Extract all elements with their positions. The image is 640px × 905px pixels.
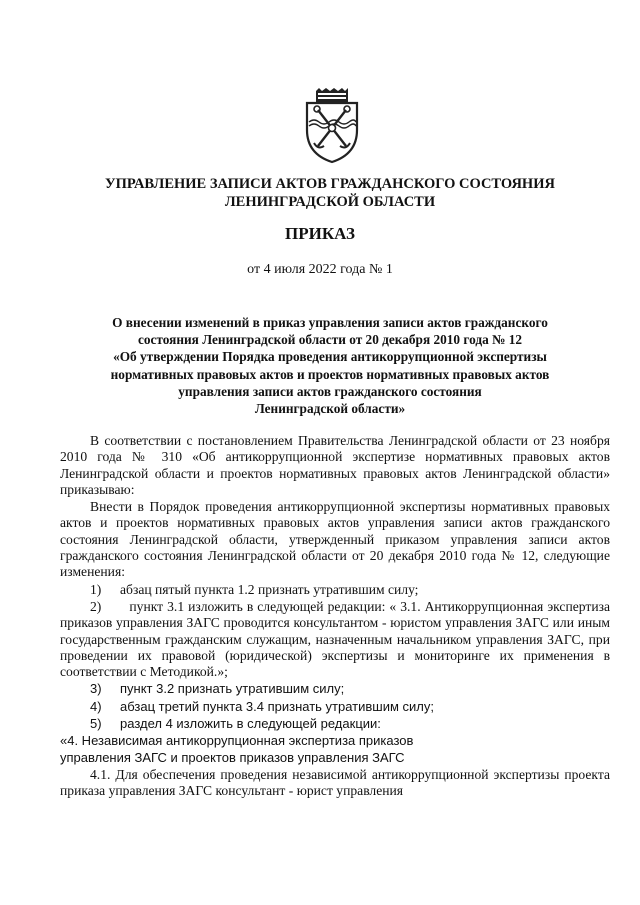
- organization-name: [60, 175, 600, 211]
- subject-line: «Об утверждении Порядка проведения антикоррупционной экспертизы: [113, 349, 547, 365]
- document-type: ПРИКАЗ: [285, 224, 355, 243]
- list-item-number: 1): [90, 581, 102, 597]
- list-item-2: [60, 599, 610, 680]
- list-item-number: 4): [90, 698, 102, 714]
- section-title-line-2: управления ЗАГС и проектов приказов управления ЗАГС: [60, 749, 405, 765]
- org-line-2: ЛЕНИНГРАДСКОЙ ОБЛАСТИ: [224, 194, 436, 210]
- list-item-number: 3): [90, 681, 102, 697]
- preamble-paragraph: В соответствии с постановлением Правительства Ленинградской области от 23 ноября 2010 года № 310 «Об антикоррупционной экспертизе нормативных правовых актов Ленинградской области и проектов нормативных правовых актов Ленинградской области» приказываю:: [60, 433, 610, 497]
- subject-line: Ленинградской области»: [254, 401, 406, 417]
- list-item-text: пункт 3.2 признать утратившим силу;: [120, 681, 345, 697]
- list-item-text: пункт 3.1 изложить в следующей редакции: « 3.1. Антикоррупционная экспертиза приказов управления ЗАГС проводится консультантом - юристом управления ЗАГС или иным государственным гражданским служащим, назначенным начальником управления ЗАГС, при проведении их правовой (юридической) экспертизы и мониторинге их применения в соответствии с Методикой.»;: [60, 598, 610, 680]
- list-item-1: [60, 582, 610, 598]
- list-item-4: [60, 699, 610, 715]
- document-subject: [70, 314, 590, 417]
- subject-line: нормативных правовых актов и проектов нормативных правовых актов: [110, 366, 550, 382]
- document-date: от 4 июля 2022 года № 1: [247, 262, 393, 277]
- list-item-text: раздел 4 изложить в следующей редакции:: [120, 716, 381, 732]
- subject-line: управления записи актов гражданского состояния: [178, 383, 482, 399]
- amendment-paragraph: Внести в Порядок проведения антикоррупционной экспертизы нормативных правовых актов и проектов нормативных правовых актов управления записи актов гражданского состояния Ленинградской области, утвержденный приказом управления записи актов гражданского состояния Ленинградской области от 20 декабря 2010 года № 12, следующие изменения:: [60, 499, 610, 580]
- coat-of-arms-emblem: [302, 88, 362, 164]
- subject-line: состояния Ленинградской области от 20 декабря 2010 года № 12: [137, 332, 523, 348]
- subject-line: О внесении изменений в приказ управления записи актов гражданского: [112, 315, 548, 330]
- section-title: [60, 733, 610, 766]
- list-item-text: абзац третий пункта 3.4 признать утратившим силу;: [120, 698, 434, 714]
- org-line-1: УПРАВЛЕНИЕ ЗАПИСИ АКТОВ ГРАЖДАНСКОГО СОСТОЯНИЯ: [105, 176, 555, 192]
- clause-4-1-paragraph: 4.1. Для обеспечения проведения независимой антикоррупционной экспертизы проекта приказа управления ЗАГС консультант - юрист управления: [60, 766, 610, 799]
- list-item-number: 2): [90, 598, 102, 614]
- list-item-5: [60, 716, 610, 732]
- section-title-line-1: «4. Независимая антикоррупционная экспертиза приказов: [60, 733, 414, 749]
- document-body: [60, 433, 610, 801]
- list-item-number: 5): [90, 716, 102, 732]
- list-item-3: [60, 681, 610, 697]
- list-item-text: абзац пятый пункта 1.2 признать утратившим силу;: [120, 581, 419, 597]
